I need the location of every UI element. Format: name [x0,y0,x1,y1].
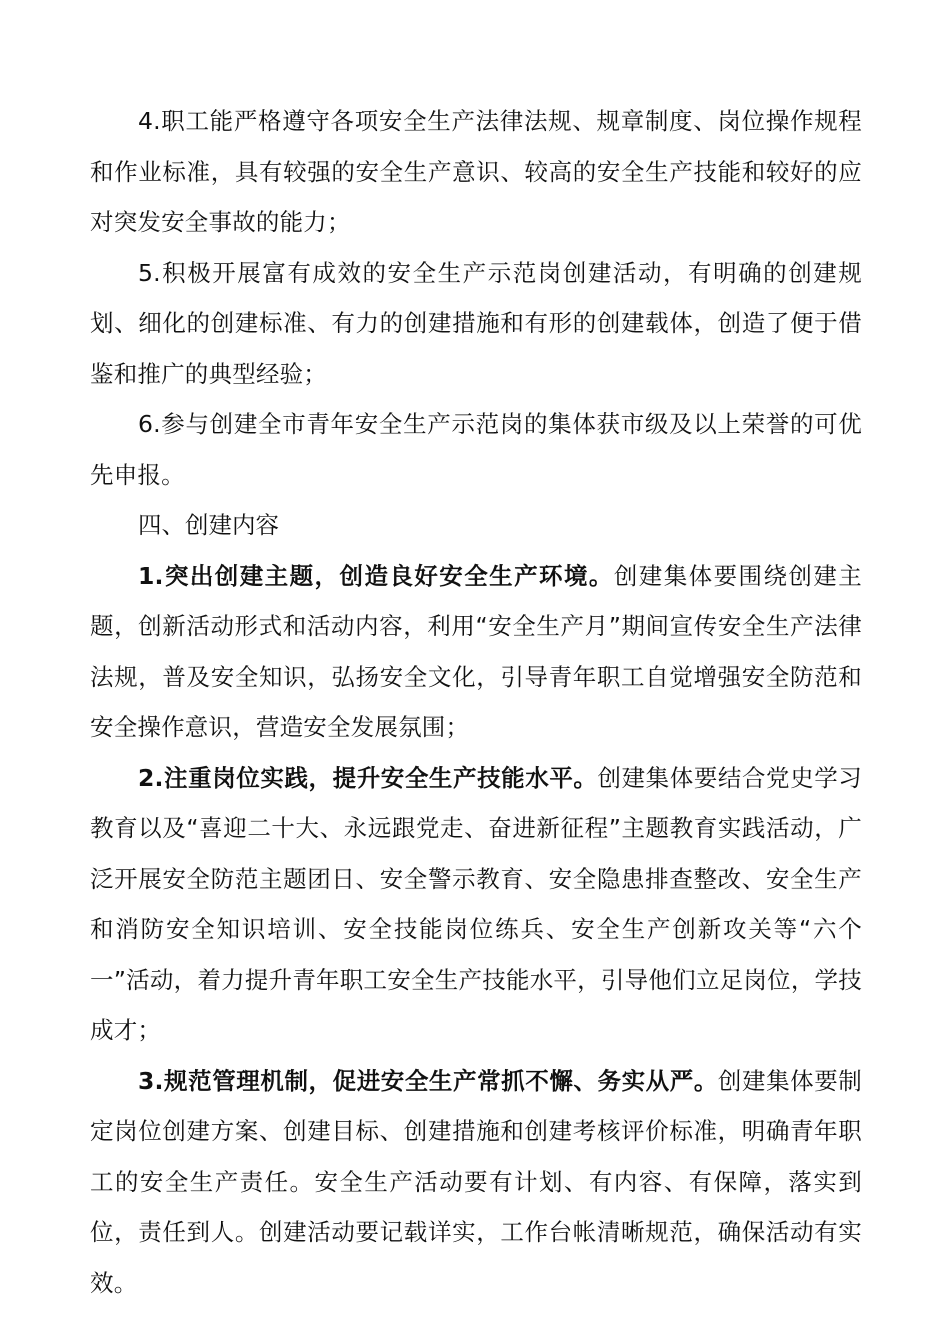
paragraph-point-3 [90,1056,862,1309]
paragraph-item-4: 4.职工能严格遵守各项安全生产法律法规、规章制度、岗位操作规程和作业标准，具有较强的安全生产意识、较高的安全生产技能和较好的应对突发安全事故的能力； [90,107,862,236]
paragraph-point-1 [90,551,862,753]
paragraph-item-5: 5.积极开展富有成效的安全生产示范岗创建活动，有明确的创建规划、细化的创建标准、有力的创建措施和有形的创建载体，创造了便于借鉴和推广的典型经验； [90,258,862,388]
point-3-lead: 3.规范管理机制，促进安全生产常抓不懈、务实从严。 [138,1066,718,1095]
paragraph-point-2 [90,753,862,1056]
point-1-lead: 1.突出创建主题，创造良好安全生产环境。 [138,561,614,590]
point-2-lead: 2.注重岗位实践，提升安全生产技能水平。 [138,763,598,792]
paragraph-item-6: 6.参与创建全市青年安全生产示范岗的集体获市级及以上荣誉的可优先申报。 [90,410,862,489]
document-page [90,96,862,1308]
point-3-body: 创建集体要制定岗位创建方案、创建目标、创建措施和创建考核评价标准，明确青年职工的安全生产责任。安全生产活动要有计划、有内容、有保障，落实到位，责任到人。创建活动要记载详实，工作台帐清晰规范，确保活动有实效。 [90,1066,863,1297]
point-1-body: 创建集体要围绕创建主题，创新活动形式和活动内容，利用“安全生产月”期间宣传安全生产法律法规，普及安全知识，弘扬安全文化，引导青年职工自觉增强安全防范和安全操作意识，营造安全发展氛围； [90,561,863,741]
point-2-body: 创建集体要结合党史学习教育以及“喜迎二十大、永远跟党走、奋进新征程”主题教育实践活动，广泛开展安全防范主题团日、安全警示教育、安全隐患排查整改、安全生产和消防安全知识培训、安全技能岗位练兵、安全生产创新攻关等“六个一”活动，着力提升青年职工安全生产技能水平，引导他们立足岗位，学技成才； [90,763,862,1044]
section-heading-creation-content: 四、创建内容 [138,511,279,539]
